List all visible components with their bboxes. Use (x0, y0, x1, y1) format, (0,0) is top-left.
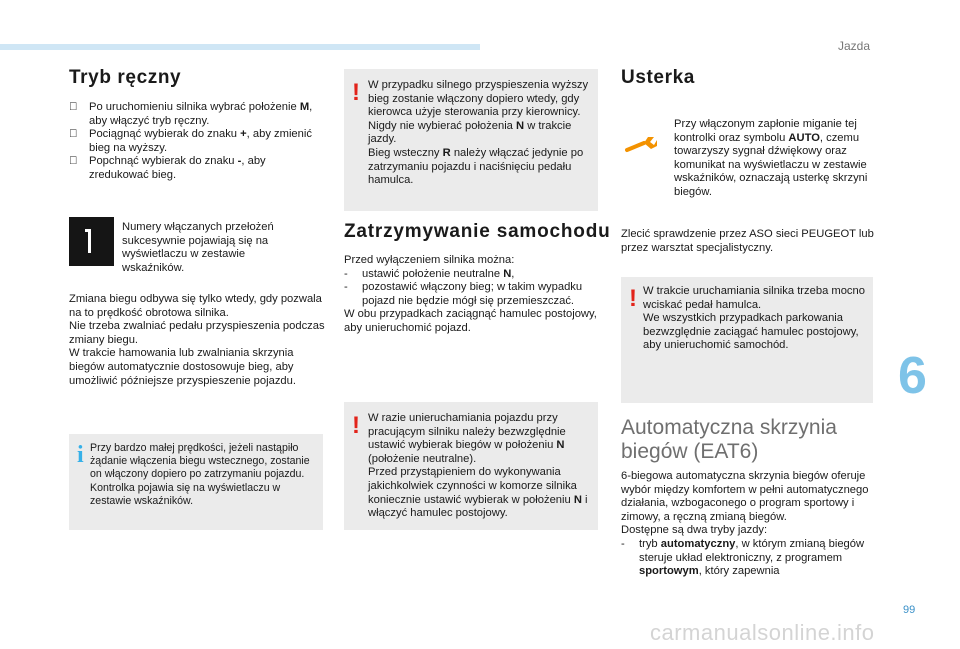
immobilise-warning-text: W razie unieruchamiania pojazdu przy pracującym silniku należy bezwzględnie ustawić wybierak biegów w położeniu N (położenie neutralne). Przed przystąpieniem do wykonywania jakichkolwiek czynności w komorze silnika koniecznie ustawić wybierak w położeniu N i włączyć hamulec postojowy. (368, 412, 588, 520)
acceleration-warning-text: W przypadku silnego przyspieszenia wyższy bieg zostanie włączony dopiero wtedy, gdy kierowca użyje sterowania przy kierownicy. Nigdy nie wybierać położenia N w trakcie jazdy. Bieg wsteczny R należy włączać jedynie po zatrzymaniu pojazdu i naciśnięciu pedału hamulca. (368, 79, 589, 187)
watermark: carmanualsonline.info (650, 620, 875, 645)
gear-number-display-icon (69, 217, 114, 266)
fault-warning-box (621, 277, 873, 403)
header-accent-bar (0, 44, 480, 50)
stopping-title: Zatrzymywanie samochodu (344, 221, 611, 242)
section-label: Jazda (838, 39, 871, 53)
bullet-marker (69, 128, 77, 142)
fault-title: Usterka (621, 67, 695, 88)
manual-mode-title: Tryb ręczny (69, 67, 182, 88)
bullet-marker (69, 101, 77, 115)
list-item: - pozostawić włączony bieg; w takim wypadku pojazd nie będzie mógł się przemieszczać. (344, 281, 583, 307)
bullet-marker (69, 155, 77, 169)
stopping-text: Przed wyłączeniem silnika można: - ustawić położenie neutralne N, - pozostawić włączony bieg; w takim wypadku pojazd nie będzie mógł się przemieszczać. W obu przypadkach zaciągnąć hamulec postojowy, aby unieruchomić pojazd. (344, 254, 597, 334)
fault-warning-text: W trakcie uruchamiania silnika trzeba mocno wciskać pedał hamulca. We wszystkich przypadkach parkowania bezwzględnie zaciągać hamulec postojowy, aby unieruchomić samochód. (643, 285, 865, 352)
list-item: - tryb automatyczny, w którym zmianą biegów steruje układ elektroniczny, z programem sportowym, który zapewnia (621, 537, 865, 578)
step-item: Pociągnąć wybierak do znaku +, aby zmienić bieg na wyższy. (69, 128, 321, 155)
shift-paragraph: Zmiana biegu odbywa się tylko wtedy, gdy pozwala na to prędkość obrotowa silnika. Nie trzeba zwalniać pedału przyspieszenia podczas zmiany biegu. W trakcie hamowania lub zwalniania skrzynia biegów automatycznie dostosowuje bieg, aby umożliwić późniejsze przyspieszenie pojazdu. (69, 293, 325, 387)
eat6-title: Automatyczna skrzynia biegów (EAT6) (621, 416, 837, 463)
warning-icon: ! (352, 79, 360, 106)
info-note-box (69, 434, 323, 530)
info-note-text: Przy bardzo małej prędkości, jeżeli nastąpiło żądanie włączenia biegu wstecznego, zostanie on włączony dopiero po zatrzymaniu pojazdu. Kontrolka pojawia się na wyświetlaczu w zestawie wskaźników. (90, 442, 310, 507)
immobilise-warning-box (344, 402, 598, 530)
info-icon: i (77, 442, 84, 468)
gear-number-note: Numery włączanych przełożeń sukcesywnie pojawiają się na wyświetlaczu w zestawie wskaźników. (122, 221, 274, 274)
warning-icon: ! (629, 285, 637, 312)
fault-description: Przy włączonym zapłonie miganie tej kontrolki oraz symbolu AUTO, czemu towarzyszy sygnał dźwiękowy oraz komunikat na wyświetlaczu w zestawie wskaźników, oznaczają usterkę skrzyni biegów. (674, 118, 868, 198)
list-item: - ustawić położenie neutralne N, (344, 267, 515, 280)
eat6-text: 6-biegowa automatyczna skrzynia biegów oferuje wybór między komfortem w pełni automatycznego działania, wzbogaconego o program sportowy i zimowy, a ręczną zmianą biegów. Dostępne są dwa tryby jazdy: - tryb automatyczny, w którym zmianą biegów steruje układ elektroniczny, z programem sportowym, który zapewnia (621, 470, 877, 579)
chapter-number: 6 (898, 347, 927, 405)
step-item: Popchnąć wybierak do znaku -, aby zredukować bieg. (69, 155, 321, 182)
manual-mode-steps (69, 101, 321, 183)
step-item: Po uruchomieniu silnika wybrać położenie M, aby włączyć tryb ręczny. (69, 101, 321, 128)
wrench-icon (624, 134, 660, 154)
page-number: 99 (903, 604, 916, 616)
warning-icon: ! (352, 412, 360, 439)
acceleration-warning-box (344, 69, 598, 211)
fault-advice: Zlecić sprawdzenie przez ASO sieci PEUGEOT lub przez warsztat specjalistyczny. (621, 228, 874, 254)
